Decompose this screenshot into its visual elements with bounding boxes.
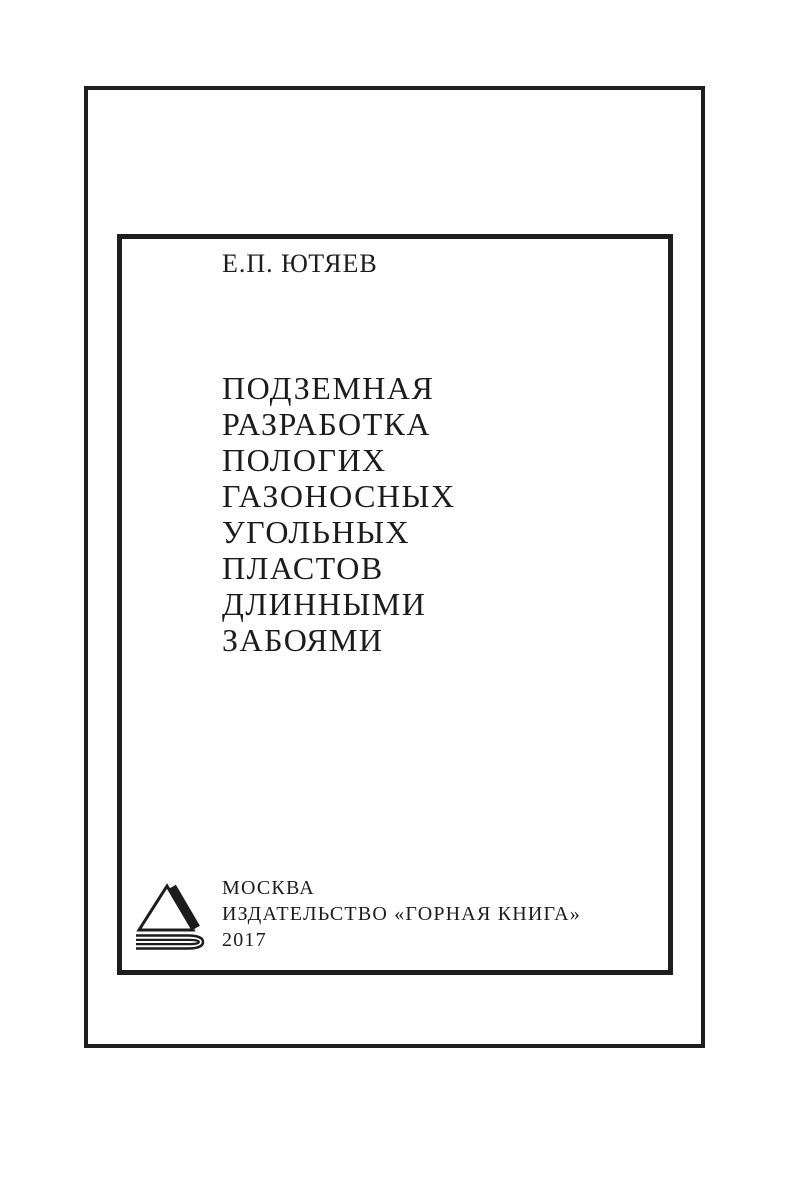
imprint-publisher: ИЗДАТЕЛЬСТВО «ГОРНАЯ КНИГА» — [222, 903, 581, 925]
title-line: УГОЛЬНЫХ — [222, 514, 411, 550]
title-line: ДЛИННЫМИ — [222, 586, 427, 622]
author-name: Е.П. ЮТЯЕВ — [222, 249, 378, 278]
imprint-city: МОСКВА — [222, 877, 315, 899]
title-line: ГАЗОНОСНЫХ — [222, 478, 456, 514]
title-line: ЗАБОЯМИ — [222, 622, 384, 658]
title-line: ПОДЗЕМНАЯ — [222, 370, 435, 406]
book-title — [222, 370, 456, 658]
mountain-book-logo-icon — [128, 862, 228, 957]
imprint-block — [222, 875, 581, 953]
imprint-year: 2017 — [222, 929, 267, 951]
title-line: ПОЛОГИХ — [222, 442, 387, 478]
title-line: ПЛАСТОВ — [222, 550, 384, 586]
title-line: РАЗРАБОТКА — [222, 406, 432, 442]
